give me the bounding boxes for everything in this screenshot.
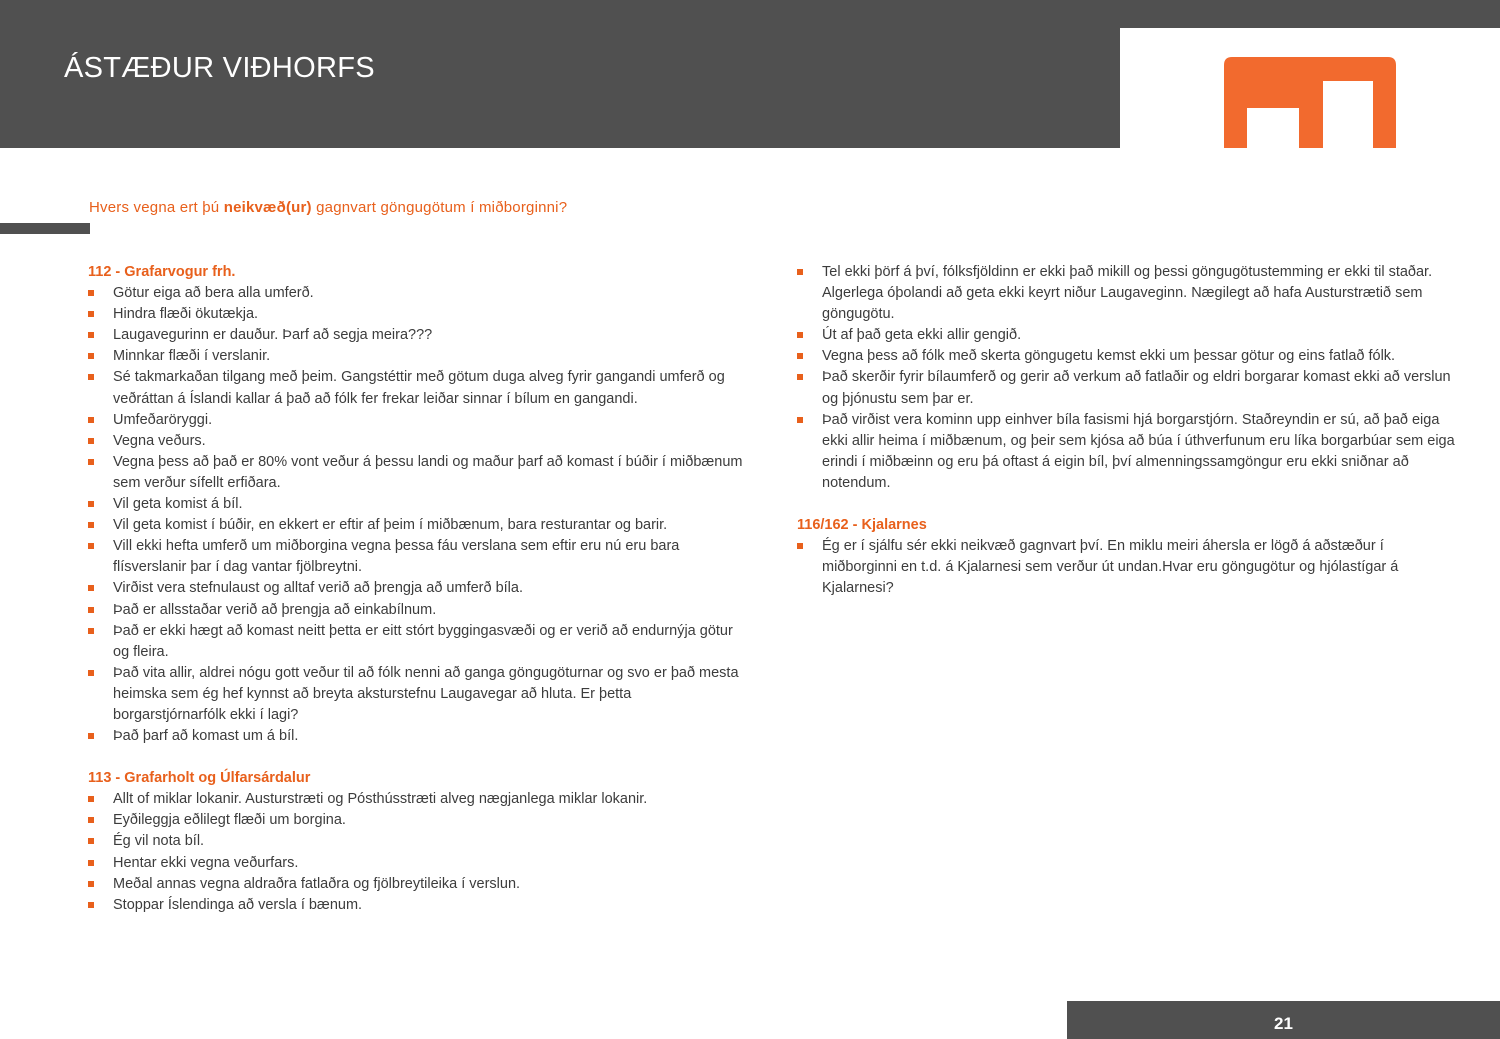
list-item xyxy=(88,431,748,452)
list-item-text: Eyðileggja eðlilegt flæði um borgina. xyxy=(113,812,346,829)
list-item xyxy=(88,810,748,831)
list-item-text: Það er allsstaðar verið að þrengja að einkabílnum. xyxy=(113,601,437,618)
list-item xyxy=(88,536,748,578)
list-item xyxy=(88,494,748,515)
list-item-text: Ég vil nota bíl. xyxy=(113,833,205,850)
list-item-text: Vegna veðurs. xyxy=(113,432,206,449)
list-item xyxy=(88,789,748,810)
section-heading: 112 - Grafarvogur frh. xyxy=(88,264,236,280)
list-item-text: Vegna þess að fólk með skerta göngugetu kemst ekki um þessar götur og eins fatlað fólk. xyxy=(822,348,1396,365)
list-item xyxy=(88,452,748,494)
question-prefix: Hvers vegna ert þú xyxy=(89,199,224,216)
page-number: 21 xyxy=(1274,1014,1293,1033)
list-item xyxy=(88,410,748,431)
list-item xyxy=(88,726,748,747)
list-item-text: Vill ekki hefta umferð um miðborgina vegna þessa fáu verslana sem eftir eru nú eru bara flísverslanir þar í dag vantar fjölbreytni. xyxy=(113,538,680,576)
list-item-text: Allt of miklar lokanir. Austurstræti og Pósthússtræti alveg nægjanlega miklar lokanir. xyxy=(113,791,648,808)
list-item xyxy=(88,895,748,916)
list-item-text: Sé takmarkaðan tilgang með þeim. Gangstéttir með götum duga alveg fyrir gangandi umferð og veðráttan á Íslandi kallar á það að fólk fer frekar leiðar sinnar í bílum en gangandi. xyxy=(113,369,725,407)
footer-band xyxy=(1067,1001,1500,1039)
list-item-text: Meðal annas vegna aldraðra fatlaðra og fjölbreytileika í verslun. xyxy=(113,875,521,892)
bullet-list xyxy=(88,283,748,747)
bullet-list-continued xyxy=(797,262,1459,494)
list-item xyxy=(88,578,748,599)
list-item xyxy=(797,367,1459,409)
bullet-list xyxy=(797,536,1459,599)
section-spacer xyxy=(797,494,1459,515)
section-heading: 116/162 - Kjalarnes xyxy=(797,517,927,534)
logo-container xyxy=(1120,28,1500,148)
page-title: ÁSTÆÐUR VIÐHORFS xyxy=(64,52,375,84)
list-item xyxy=(88,367,748,409)
list-item xyxy=(88,600,748,621)
list-item xyxy=(797,346,1459,367)
list-item-text: Laugavegurinn er dauður. Þarf að segja meira??? xyxy=(113,327,433,344)
list-item-text: Hindra flæði ökutækja. xyxy=(113,306,259,323)
right-column xyxy=(797,262,1459,599)
list-item-text: Vil geta komist á bíl. xyxy=(113,496,243,513)
list-item-text: Stoppar Íslendinga að versla í bænum. xyxy=(113,896,363,913)
bullet-list xyxy=(88,789,748,916)
list-item-text: Ég er í sjálfu sér ekki neikvæð gagnvart því. En miklu meiri áhersla er lögð á aðstæður í miðborginni en t.d. á Kjalarnesi sem verður út undan.Hvar eru göngugötur og hjólastígar á Kjalarnesi? xyxy=(822,538,1399,597)
list-item xyxy=(88,621,748,663)
list-item-text: Út af það geta ekki allir gengið. xyxy=(822,327,1022,344)
section-spacer xyxy=(88,747,748,768)
list-item xyxy=(88,853,748,874)
list-item xyxy=(88,304,748,325)
list-item xyxy=(88,874,748,895)
list-item-text: Minnkar flæði í verslanir. xyxy=(113,348,271,365)
section-grafarvogur xyxy=(88,262,748,747)
list-item xyxy=(797,325,1459,346)
list-item-text: Hentar ekki vegna veðurfars. xyxy=(113,854,299,871)
list-item-text: Umfeðaröryggi. xyxy=(113,411,213,428)
list-item xyxy=(88,346,748,367)
list-item-text: Vil geta komist í búðir, en ekkert er eftir af þeim í miðbænum, bara resturantar og barir. xyxy=(113,517,668,534)
list-item-text: Það vita allir, aldrei nógu gott veður til að fólk nenni að ganga göngugöturnar og svo er það mesta heimska sem ég hef kynnst að breyta aksturstefnu Laugavegar að hluta. Er þetta borgarstjórnarfólk ekki í lagi? xyxy=(113,664,739,723)
question-emphasis: neikvæð(ur) xyxy=(223,199,312,216)
list-item xyxy=(797,262,1459,325)
accent-bar xyxy=(0,223,90,234)
list-item-text: Það virðist vera kominn upp einhver bíla fasismi hjá borgarstjórn. Staðreyndin er sú, að það eiga ekki allir heima í miðbænum, og þeir sem kjósa að búa í úthverfunum eru líka borgarbúar sem eiga erindi í miðbæinn og eru þá oftast á eigin bíl, því almenningssamgöngur eru ekki sniðnar að notendum. xyxy=(822,411,1455,491)
question-suffix: gagnvart göngugötum í miðborginni? xyxy=(311,199,568,216)
list-item-text: Götur eiga að bera alla umferð. xyxy=(113,285,314,302)
list-item xyxy=(88,515,748,536)
section-grafarholt xyxy=(88,768,748,916)
list-item xyxy=(797,536,1459,599)
survey-question xyxy=(89,199,567,216)
list-item-text: Það þarf að komast um á bíl. xyxy=(113,728,299,745)
list-item-text: Tel ekki þörf á því, fólksfjöldinn er ekki það mikill og þessi göngugötustemming er ekki til staðar. Algerlega óþolandi að geta ekki keyrt niður Laugaveginn. Nægilegt að hafa Austurstrætið sem göngugötu. xyxy=(822,264,1433,323)
list-item xyxy=(797,410,1459,494)
list-item-text: Virðist vera stefnulaust og alltaf verið að þrengja að umferð bíla. xyxy=(113,580,523,597)
section-heading: 113 - Grafarholt og Úlfarsárdalur xyxy=(88,770,311,787)
brand-logo-icon xyxy=(1224,57,1396,148)
list-item xyxy=(88,325,748,346)
list-item xyxy=(88,663,748,726)
list-item-text: Vegna þess að það er 80% vont veður á þessu landi og maður þarf að komast í búðir í miðbænum sem verður sífellt erfiðara. xyxy=(113,453,743,491)
left-column xyxy=(88,262,748,916)
list-item xyxy=(88,831,748,852)
header-band xyxy=(0,0,1500,148)
list-item xyxy=(88,283,748,304)
list-item-text: Það skerðir fyrir bílaumferð og gerir að verkum að fatlaðir og eldri borgarar komast ekki að verslun og þjónustu sem þar er. xyxy=(822,369,1451,407)
list-item-text: Það er ekki hægt að komast neitt þetta er eitt stórt byggingasvæði og er verið að endurnýja götur og fleira. xyxy=(113,622,733,660)
section-kjalarnes xyxy=(797,515,1459,599)
